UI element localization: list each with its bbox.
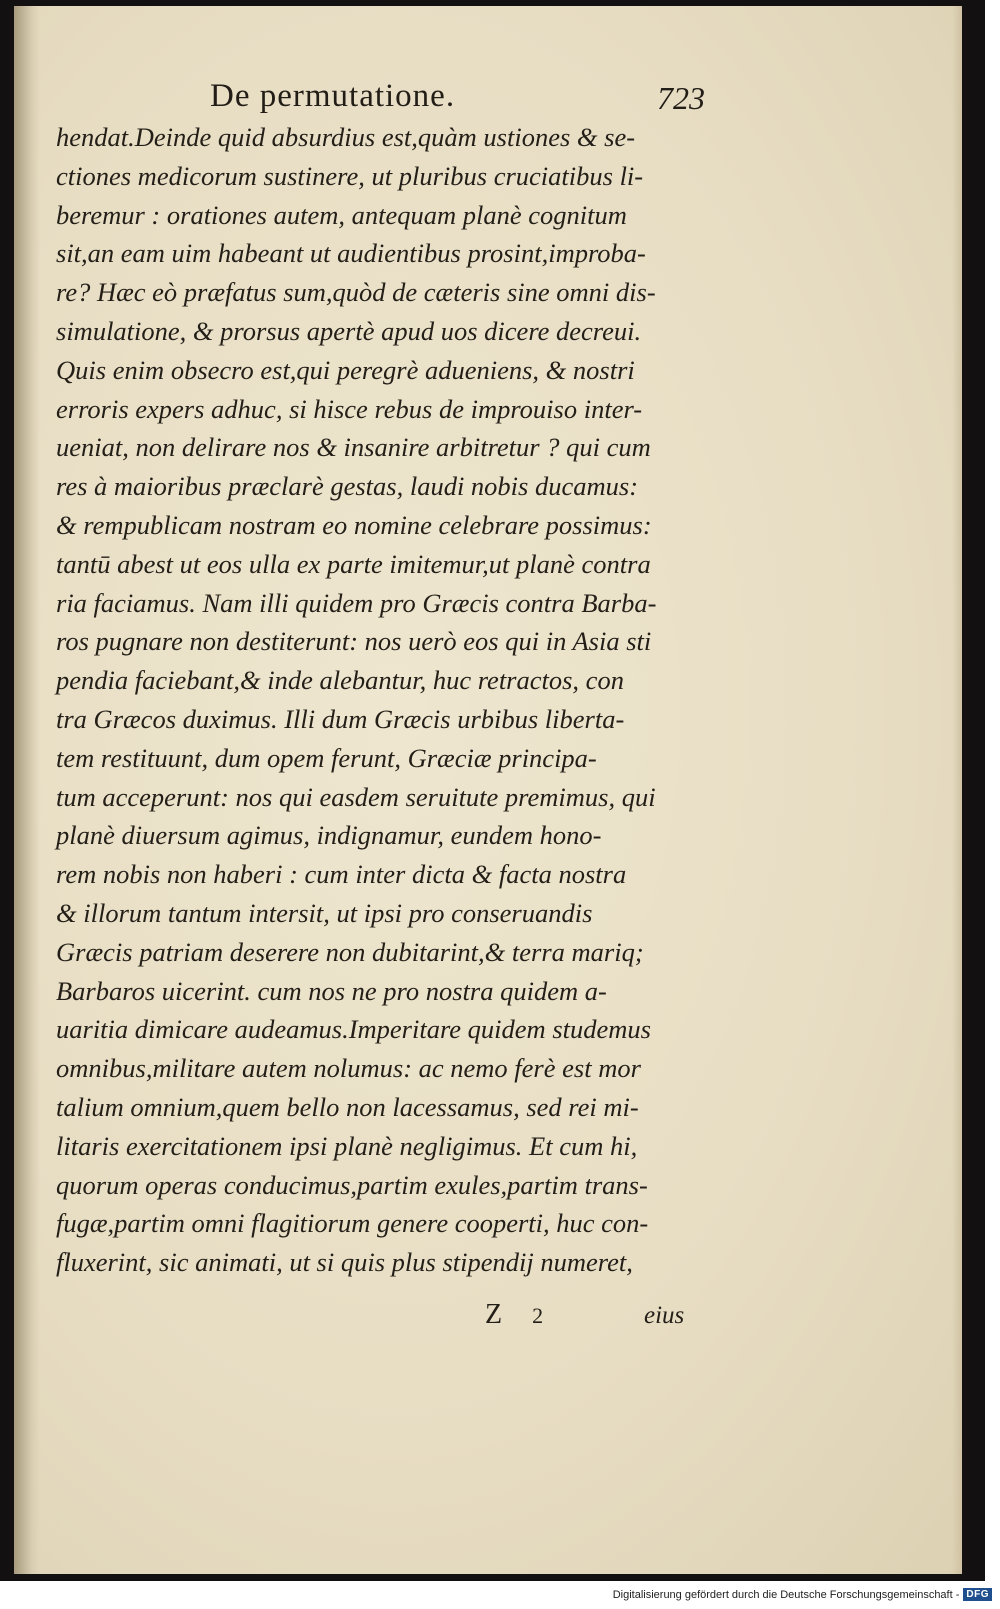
body-text (56, 118, 656, 1282)
text-line: Græcis patriam deserere non dubitarint,& terra mariq; (56, 936, 644, 967)
text-line: tra Græcos duximus. Illi dum Græcis urbibus liberta- (56, 703, 625, 734)
text-line: fluxerint, sic animati, ut si quis plus stipendij numeret, (56, 1247, 633, 1278)
page-edge-shadow (952, 6, 962, 1574)
text-line: hendat.Deinde quid absurdius est,quàm ustiones & se- (56, 122, 636, 152)
text-line: omnibus,militare autem nolumus: ac nemo ferè est mor (56, 1053, 641, 1084)
text-line: litaris exercitationem ipsi planè negligimus. Et cum hi, (56, 1130, 638, 1161)
text-line: & rempublicam nostram eo nomine celebrare possimus: (56, 509, 652, 540)
text-line: planè diuersum agimus, indignamur, eundem hono- (56, 820, 602, 851)
digitization-footer (613, 1588, 992, 1601)
text-line: & illorum tantum intersit, ut ipsi pro conseruandis (56, 897, 593, 928)
running-head: De permutatione. (210, 78, 456, 114)
text-line: ctiones medicorum sustinere, ut pluribus cruciatibus li- (56, 160, 644, 191)
text-line: Quis enim obsecro est,qui peregrè adueniens, & nostri (56, 354, 635, 385)
text-line: ria faciamus. Nam illi quidem pro Græcis contra Barba- (56, 587, 657, 618)
text-line: ueniat, non delirare nos & insanire arbitretur ? qui cum (56, 432, 651, 463)
text-line: re? Hæc eò præfatus sum,quòd de cæteris sine omni dis- (56, 277, 656, 308)
text-line: talium omnium,quem bello non lacessamus, sed rei mi- (56, 1091, 639, 1122)
page-number: 723 (657, 80, 705, 116)
dfg-logo-icon: DFG (963, 1588, 992, 1601)
text-line: Barbaros uicerint. cum nos ne pro nostra quidem a- (56, 975, 607, 1006)
signature-letter: Z (485, 1299, 503, 1330)
text-line: simulatione, & prorsus apertè apud uos dicere decreui. (56, 315, 642, 346)
text-line: res à maioribus præclarè gestas, laudi nobis ducamus: (56, 471, 639, 502)
footer-text: Digitalisierung gefördert durch die Deutsche Forschungsgemeinschaft - (612, 1588, 960, 1601)
text-line: tum acceperunt: nos qui easdem seruitute premimus, qui (56, 781, 656, 812)
text-line: tantū abest ut eos ulla ex parte imitemur,ut planè contra (56, 548, 651, 579)
signature-number: 2 (532, 1303, 544, 1328)
text-line: quorum operas conducimus,partim exules,partim trans- (56, 1169, 648, 1200)
book-page (14, 6, 962, 1574)
text-line: erroris expers adhuc, si hisce rebus de improuiso inter- (56, 393, 643, 424)
page-gutter-shadow (14, 6, 40, 1574)
catchword: eius (644, 1302, 685, 1329)
text-line: fugæ,partim omni flagitiorum genere cooperti, huc con- (56, 1208, 649, 1239)
text-line: pendia faciebant,& inde alebantur, huc retractos, con (56, 665, 624, 696)
text-line: sit,an eam uim habeant ut audientibus prosint,improba- (56, 238, 646, 269)
signature-mark (485, 1299, 543, 1331)
text-line: ros pugnare non destiterunt: nos uerò eos qui in Asia sti (56, 626, 652, 657)
text-line: tem restituunt, dum opem ferunt, Græciæ principa- (56, 742, 597, 773)
text-line: uaritia dimicare audeamus.Imperitare quidem studemus (56, 1014, 651, 1045)
text-line: beremur : orationes autem, antequam planè cognitum (56, 199, 627, 230)
text-line: rem nobis non haberi : cum inter dicta & facta nostra (56, 859, 627, 890)
